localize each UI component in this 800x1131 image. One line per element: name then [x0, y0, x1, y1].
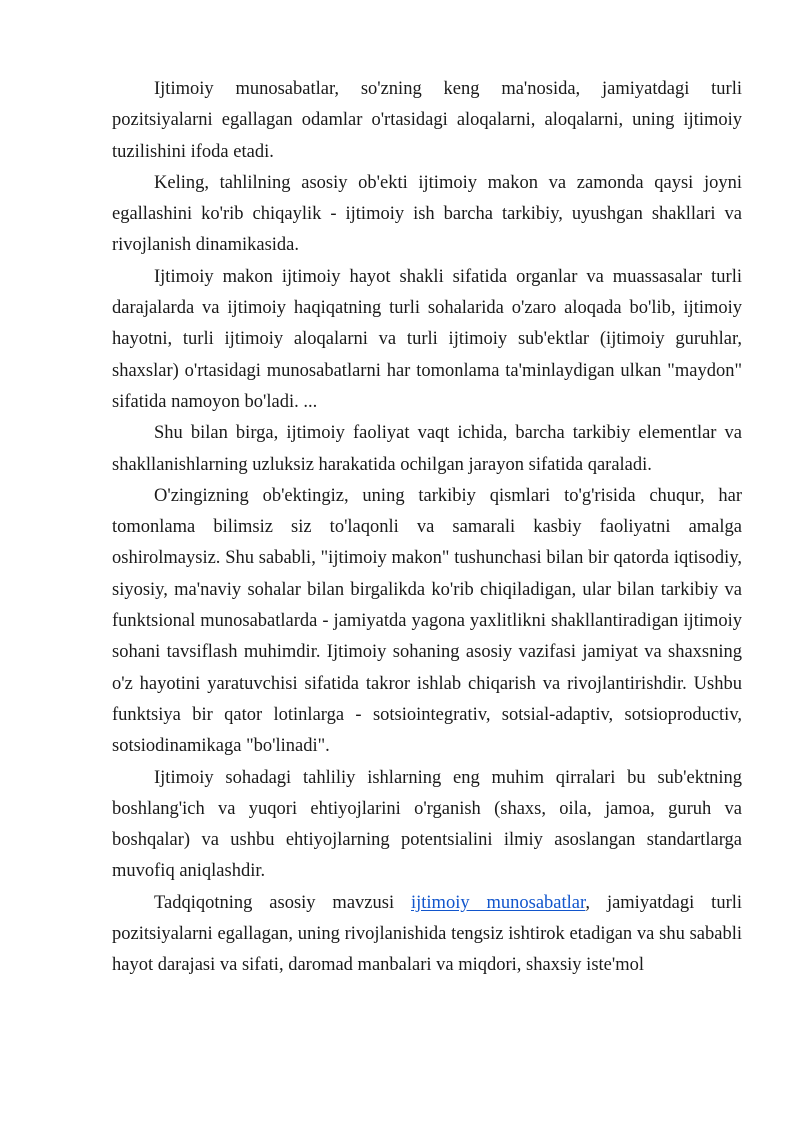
paragraph-7-tail: , jamiyatdagi turli pozitsiyalarni egallagan, uning rivojlanishida tengsiz ishtirok etadigan va shu sababli hayot darajasi va sifati, daromad manbalari va miqdori, shaxsiy iste'mol [112, 892, 743, 976]
link-ijtimoiy-munosabatlar[interactable]: ijtimoiy munosabatlar [411, 892, 586, 913]
paragraph-7-lead: Tadqiqotning asosiy mavzusi [154, 892, 411, 913]
document-page [112, 74, 742, 982]
paragraph-7 [112, 888, 742, 982]
paragraph-3: Ijtimoiy makon ijtimoiy hayot shakli sifatida organlar va muassasalar turli darajalarda va ijtimoiy haqiqatning turli sohalarida o'zaro aloqada bo'lib, ijtimoiy hayotni, turli ijtimoiy aloqalarni va turli ijtimoiy sub'ektlar (ijtimoiy guruhlar, shaxslar) o'rtasidagi munosabatlarni har tomonlama ta'minlaydigan ulkan "maydon" sifatida namoyon bo'ladi. ... [112, 266, 742, 412]
paragraph-1: Ijtimoiy munosabatlar, so'zning keng ma'nosida, jamiyatdagi turli pozitsiyalarni egallagan odamlar o'rtasidagi aloqalarni, aloqalarni, uning ijtimoiy tuzilishini ifoda etadi. [112, 79, 742, 162]
paragraph-2: Keling, tahlilning asosiy ob'ekti ijtimoiy makon va zamonda qaysi joyni egallashini ko'rib chiqaylik - ijtimoiy ish barcha tarkibiy, uyushgan shakllari va rivojlanish dinamikasida. [112, 172, 742, 256]
paragraph-5: O'zingizning ob'ektingiz, uning tarkibiy qismlari to'g'risida chuqur, har tomonlama bilimsiz siz to'laqonli va samarali kasbiy faoliyatni amalga oshirolmaysiz. Shu sababli, "ijtimoiy makon" tushunchasi bilan bir qatorda iqtisodiy, siyosiy, ma'naviy sohalar bilan birgalikda ko'rib chiqiladigan, ular bilan tarkibiy va funktsional munosabatlarda - jamiyatda yagona yaxlitlikni shakllantiradigan ijtimoiy sohani tavsiflash muhimdir. Ijtimoiy sohaning asosiy vazifasi jamiyat va shaxsning o'z hayotini yaratuvchisi sifatida takror ishlab chiqarish va rivojlantirishdir. Ushbu funktsiya bir qator lotinlarga - sotsiointegrativ, sotsial-adaptiv, sotsioproductiv, sotsiodinamikaga "bo'linadi". [112, 485, 742, 757]
paragraph-4: Shu bilan birga, ijtimoiy faoliyat vaqt ichida, barcha tarkibiy elementlar va shakllanishlarning uzluksiz harakatida ochilgan jarayon sifatida qaraladi. [112, 423, 742, 475]
paragraph-6: Ijtimoiy sohadagi tahliliy ishlarning eng muhim qirralari bu sub'ektning boshlang'ich va yuqori ehtiyojlarini o'rganish (shaxs, oila, jamoa, guruh va boshqalar) va ushbu ehtiyojlarning potentsialini ilmiy asoslangan standartlarga muvofiq aniqlashdir. [112, 767, 742, 882]
